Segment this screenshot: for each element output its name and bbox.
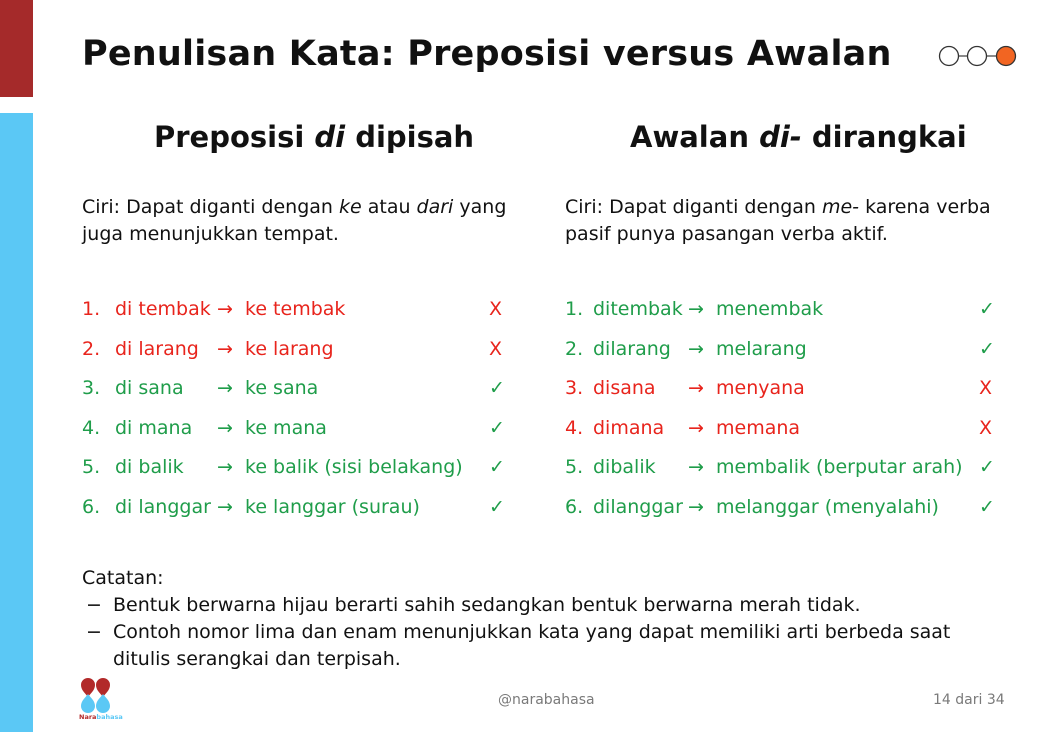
item-word: ditembak (593, 298, 683, 320)
item-word: di langgar (115, 495, 211, 518)
item-result: memana (716, 416, 801, 439)
item-number: 3. (82, 377, 101, 400)
item-word: di tembak (115, 298, 211, 320)
item-result: ke sana (245, 377, 319, 400)
item-result: ke langgar (surau) (245, 495, 420, 518)
check-icon: ✓ (489, 416, 505, 439)
item-result: menembak (716, 298, 824, 320)
note-item: − Bentuk berwarna hijau berarti sahih sedangkan bentuk berwarna merah tidak. (86, 592, 950, 619)
cross-icon: X (979, 377, 993, 400)
item-word: disana (593, 377, 656, 400)
sidebar-red-bar (0, 0, 33, 97)
page-title: Penulisan Kata: Preposisi versus Awalan (82, 34, 892, 74)
item-result: ke tembak (245, 298, 346, 320)
arrow-icon: → (217, 456, 233, 479)
item-number: 2. (565, 337, 584, 360)
check-icon: ✓ (489, 495, 505, 518)
dash-bullet: − (86, 594, 102, 616)
item-number: 1. (82, 298, 101, 320)
arrow-icon: → (217, 337, 233, 360)
cross-icon: X (489, 337, 503, 360)
progress-dot-3 (997, 47, 1016, 66)
note-item: − Contoh nomor lima dan enam menunjukkan kata yang dapat memiliki arti berbeda saat ditulis serangkai dan terpisah. (86, 621, 951, 670)
item-number: 1. (565, 298, 584, 320)
check-icon: ✓ (979, 337, 995, 360)
item-word: dibalik (593, 456, 656, 479)
item-result: melarang (716, 337, 807, 360)
narabahasa-logo (78, 676, 123, 721)
dash-bullet: − (86, 621, 102, 643)
item-result: menyana (716, 377, 805, 400)
item-number: 2. (82, 337, 101, 360)
right-column-heading: Awalan di- dirangkai (630, 120, 967, 154)
item-number: 4. (82, 416, 101, 439)
arrow-icon: → (688, 337, 704, 360)
item-word: di balik (115, 456, 184, 479)
right-ciri-text: Ciri: Dapat diganti dengan me- karena verba pasif punya pasangan verba aktif. (565, 196, 991, 245)
check-icon: ✓ (489, 456, 505, 479)
cross-icon: X (489, 298, 503, 320)
item-number: 3. (565, 377, 584, 400)
progress-dots (938, 45, 1018, 67)
arrow-icon: → (688, 416, 704, 439)
item-result: membalik (berputar arah) (716, 456, 963, 479)
arrow-icon: → (688, 298, 704, 320)
item-word: dimana (593, 416, 665, 439)
item-result: ke mana (245, 416, 327, 439)
svg-text:Narabahasa: Narabahasa (79, 713, 123, 721)
progress-dot-1 (940, 47, 959, 66)
check-icon: ✓ (979, 495, 995, 518)
item-result: ke balik (sisi belakang) (245, 456, 463, 479)
item-word: dilarang (593, 337, 671, 360)
arrow-icon: → (217, 495, 233, 518)
arrow-icon: → (688, 456, 704, 479)
left-column-heading: Preposisi di dipisah (154, 120, 475, 154)
arrow-icon: → (217, 298, 233, 320)
item-result: ke larang (245, 337, 334, 360)
check-icon: ✓ (979, 298, 995, 320)
item-number: 6. (82, 495, 101, 518)
item-result: melanggar (menyalahi) (716, 495, 939, 518)
footer-handle: @narabahasa (498, 692, 595, 708)
notes-section (82, 565, 950, 673)
arrow-icon: → (217, 416, 233, 439)
sidebar-blue-bar (0, 113, 33, 732)
progress-dot-2 (968, 47, 987, 66)
item-word: di larang (115, 337, 199, 360)
notes-heading: Catatan: (82, 567, 164, 589)
arrow-icon: → (217, 377, 233, 400)
item-word: di mana (115, 416, 193, 439)
page-number: 14 dari 34 (933, 692, 1005, 708)
left-ciri-text: Ciri: Dapat diganti dengan ke atau dari yang juga menunjukkan tempat. (82, 196, 507, 245)
item-number: 5. (565, 456, 584, 479)
item-word: di sana (115, 377, 184, 400)
item-number: 6. (565, 495, 584, 518)
item-number: 5. (82, 456, 101, 479)
arrow-icon: → (688, 377, 704, 400)
item-number: 4. (565, 416, 584, 439)
check-icon: ✓ (979, 456, 995, 479)
check-icon: ✓ (489, 377, 505, 400)
item-word: dilanggar (593, 495, 683, 518)
cross-icon: X (979, 416, 993, 439)
arrow-icon: → (688, 495, 704, 518)
